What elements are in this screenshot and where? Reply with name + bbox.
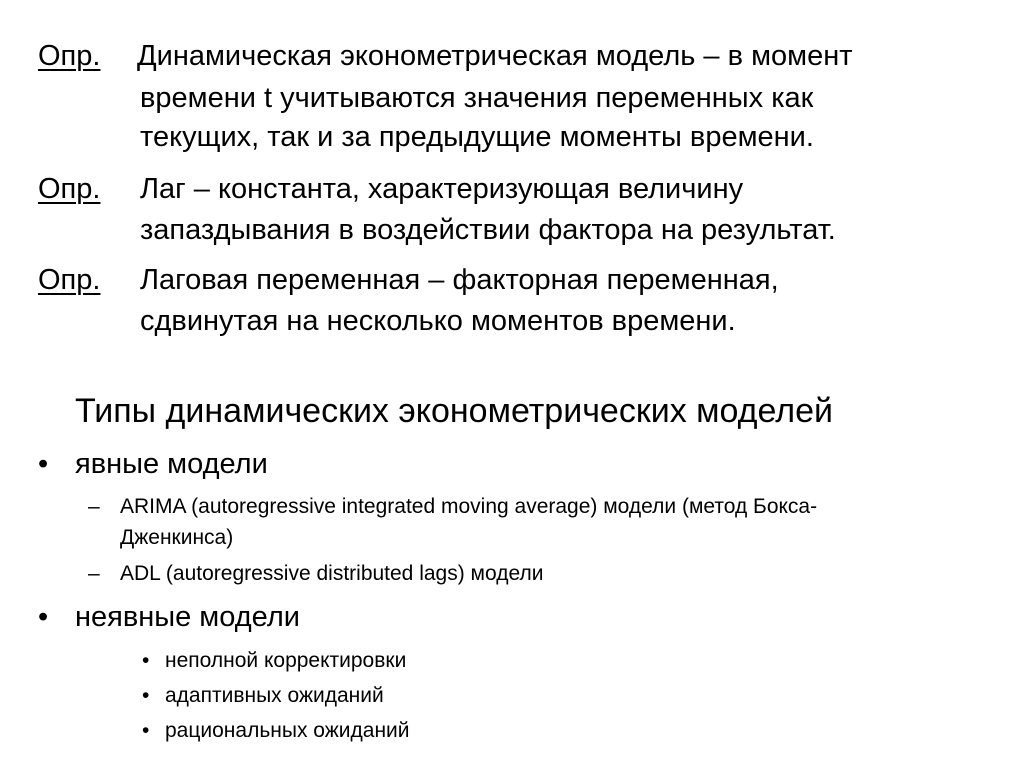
item-partial-adjustment: неполной корректировки [165, 649, 407, 672]
definition-3-label: Опр. [38, 264, 101, 296]
bullet-marker: • [38, 448, 49, 480]
group-label-implicit-models: неявные модели [75, 601, 300, 633]
definition-1-label: Опр. [38, 40, 101, 72]
definition-1-line-3: текущих, так и за предыдущие моменты времени. [140, 121, 814, 153]
sub-bullet-marker: • [142, 649, 150, 672]
item-adaptive-expectations: адаптивных ожиданий [165, 684, 384, 707]
definition-2-label: Опр. [38, 173, 101, 205]
dash-marker: – [88, 562, 100, 585]
sub-bullet-marker: • [142, 684, 150, 707]
group-label-explicit-models: явные модели [75, 448, 268, 480]
sub-bullet-marker: • [142, 719, 150, 742]
item-arima-line-2: Дженкинса) [120, 526, 234, 549]
dash-marker: – [88, 495, 100, 518]
section-title: Типы динамических эконометрических моделей [75, 392, 834, 430]
item-rational-expectations: рациональных ожиданий [165, 719, 410, 742]
definition-3-line-1: Лаговая переменная – факторная переменная, [140, 264, 779, 296]
definition-1-line-1: Динамическая эконометрическая модель – в момент [137, 40, 853, 72]
definition-3-line-2: сдвинутая на несколько моментов времени. [140, 305, 736, 337]
definition-1-line-2: времени t учитываются значения переменных как [140, 82, 814, 114]
bullet-marker: • [38, 601, 49, 633]
definition-2-line-2: запаздывания в воздействии фактора на результат. [140, 214, 836, 246]
item-arima-line-1: ARIMA (autoregressive integrated moving average) модели (метод Бокса- [120, 495, 818, 518]
item-adl: ADL (autoregressive distributed lags) модели [120, 562, 544, 585]
definition-2-line-1: Лаг – константа, характеризующая величину [140, 173, 744, 205]
